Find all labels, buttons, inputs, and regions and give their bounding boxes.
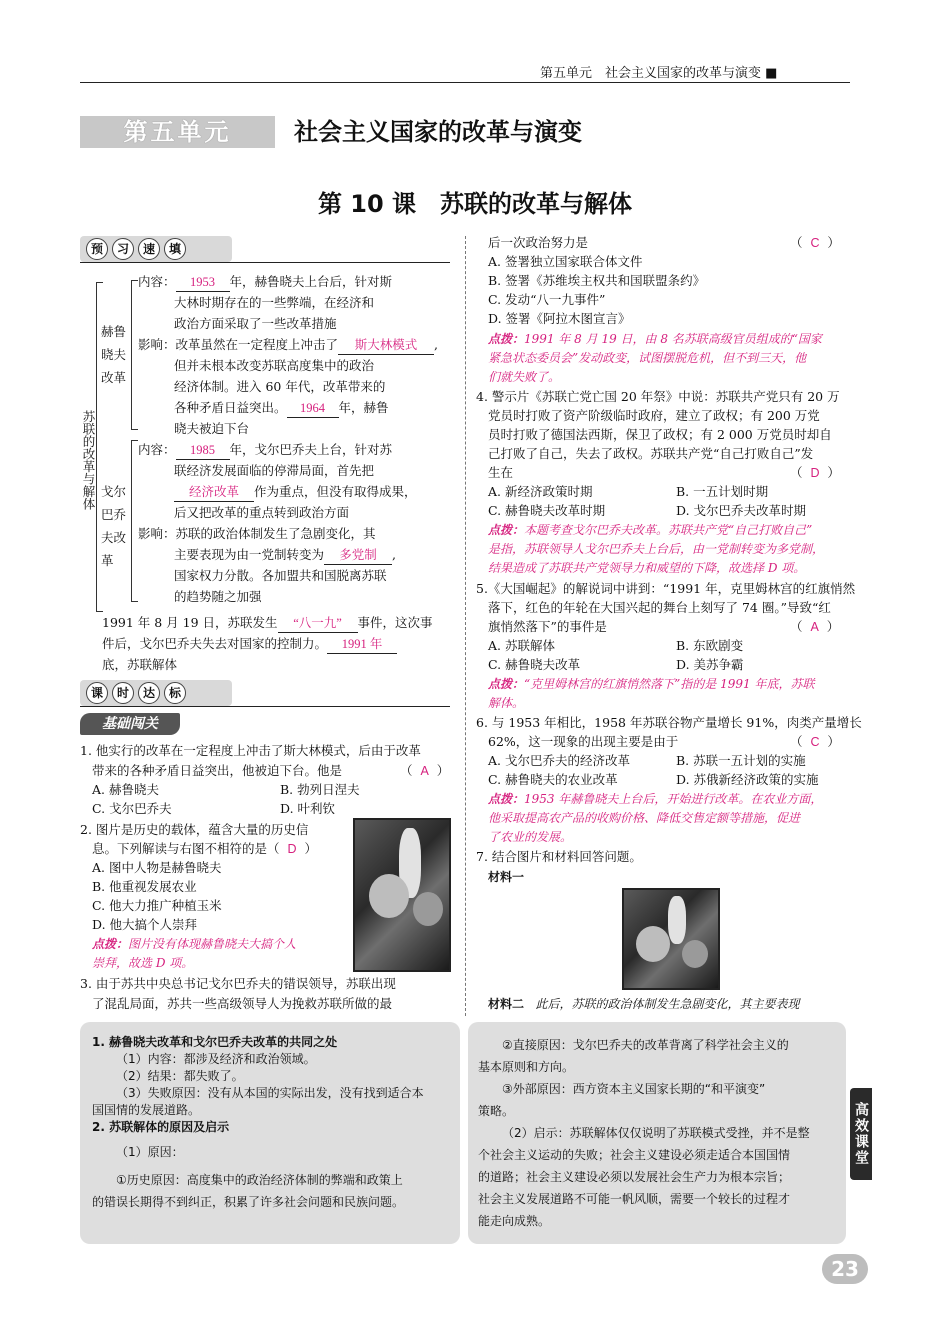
b2-impact-l2-pre: 主要表现为由一党制转变为	[174, 547, 325, 562]
box-right-p3c: 的道路；社会主义建设必须以发展社会生产力为根本宗旨；	[478, 1170, 791, 1184]
q4-tip-l3: 结果造成了苏联共产党领导力和威望的下降，故选择 D 项。	[488, 561, 806, 575]
q6-option-a: A. 戈尔巴乔夫的经济改革	[488, 753, 630, 768]
q6-answer-letter: C	[810, 735, 820, 749]
b2-impact-line2: 主要表现为由一党制转变为 多党制 ,	[174, 546, 396, 565]
mindmap-root: 苏联的改革与解体	[81, 410, 96, 510]
q2-option-b: B. 他重视发展农业	[92, 879, 197, 894]
section-preview-tag	[80, 236, 232, 262]
tip-label: 点拨：	[488, 332, 525, 346]
q4-tip-l1: 本题考查戈尔巴乔夫改革。苏联共产党“自己打败自己”	[524, 523, 813, 537]
q4-option-a: A. 新经济政策时期	[488, 484, 593, 499]
section-practice-tag	[80, 680, 232, 706]
q2-option-c: C. 他大力推广种植玉米	[92, 898, 222, 913]
q4-answer-letter: D	[810, 466, 820, 480]
b2-content-l3: 作为重点，但没有取得成果，	[254, 484, 417, 499]
box-right-p3d: 社会主义发展道路不可能一帆风顺，需要一个较长的过程才	[478, 1192, 791, 1206]
q4-line5: 生在	[488, 465, 514, 480]
b1-impact-prefix: 影响：改革虽然在一定程度上冲击了	[138, 337, 339, 352]
q1-line1: 1. 他实行的改革在一定程度上冲击了斯大林模式，后由于改革	[80, 743, 421, 758]
q3-option-d: D. 签署《阿拉木图宣言》	[488, 311, 631, 326]
q5-answer: （ A ）	[790, 619, 840, 634]
q6-tip	[488, 790, 850, 847]
q5-option-c: C. 赫鲁晓夫改革	[488, 657, 581, 672]
q4-line3: 员时打败了德国法西斯，保卫了政权；有 2 000 万党员时却自	[488, 427, 832, 442]
q6-option-c: C. 赫鲁晓夫的农业改革	[488, 772, 618, 787]
q5-option-d: D. 美苏争霸	[676, 657, 744, 672]
end-line3: 底，苏联解体	[102, 657, 178, 672]
box-right-p3e: 能走向成熟。	[478, 1214, 551, 1228]
q2-line2: 息。下列解读与右图不相符的是（ D ）	[92, 841, 317, 856]
q1-answer-letter: A	[420, 764, 429, 778]
tag-char: 预	[86, 238, 108, 260]
section-basic-label: 基础闯关	[80, 713, 180, 735]
side-tab: 高效课堂	[850, 1088, 872, 1180]
q4-tip	[488, 521, 850, 578]
q5-answer-letter: A	[810, 620, 819, 634]
section-rule	[80, 706, 450, 707]
b2-impact-line1: 影响：苏联的政治体制发生了急剧变化，其	[138, 526, 376, 541]
tag-char: 习	[112, 238, 134, 260]
q4-line2: 党员时打败了资产阶级临时政府，建立了政权；有 200 万党	[488, 408, 820, 423]
b1-impact-l4-post: 年，赫鲁	[338, 400, 389, 415]
blank-819: “八一九”	[278, 614, 358, 633]
q2-answer-letter: D	[287, 842, 297, 856]
box-left-p5: ①历史原因：高度集中的政治经济体制的弊端和政策上	[116, 1173, 403, 1187]
q2-tip-l1: 图片没有体现赫鲁晓夫大搞个人	[128, 937, 297, 951]
unit-title: 社会主义国家的改革与演变	[294, 118, 582, 146]
page-number: 23	[822, 1254, 868, 1284]
q5-line3: 旗悄然落下”的事件是	[488, 619, 607, 634]
q3-line1: 3. 由于苏共中央总书记戈尔巴乔夫的错误领导，苏联出现	[80, 976, 396, 991]
column-divider	[465, 236, 466, 1016]
box-left-p3: （3）失败原因：没有从本国的实际出发，没有找到适合本	[116, 1086, 424, 1100]
box-right-p1: ②直接原因：戈尔巴乔夫的改革背离了科学社会主义的	[502, 1038, 789, 1052]
q7-material2	[488, 995, 799, 1013]
b2-impact-line4: 的趋势随之加强	[174, 589, 262, 604]
box-right-content	[478, 1034, 838, 1232]
q6-line1: 6. 与 1953 年相比，1958 年苏联谷物产量增长 91%，肉类产量增长	[476, 715, 862, 730]
q2-tip-l2: 崇拜，故选 D 项。	[92, 956, 194, 970]
box-left-p4: （1）原因：	[116, 1145, 184, 1159]
unit-label: 第五单元	[80, 116, 275, 148]
q3-tip-l1: 1991 年 8 月 19 日，由 8 名苏联高级官员组成的“国家	[524, 332, 822, 346]
q5-tip-l2: 解体。	[488, 696, 525, 710]
q5-tip	[488, 675, 850, 713]
lesson-title: 第 10 课 苏联的改革与解体	[317, 190, 633, 218]
tip-label: 点拨：	[488, 792, 525, 806]
q3-option-b: B. 签署《苏维埃主权共和国联盟条约》	[488, 273, 706, 288]
q3-option-c: C. 发动“八一九事件”	[488, 292, 606, 307]
b2-content-line3	[174, 483, 417, 502]
box-left-content	[92, 1034, 452, 1213]
q5-tip-l1: “克里姆林宫的红旗悄然落下”指的是 1991 年底，苏联	[524, 677, 815, 691]
q6-tip-l2: 他采取提高农产品的收购价格、降低交售定额等措施，促进	[488, 811, 801, 825]
khrushchev-corn-photo-2	[622, 888, 720, 990]
tag-char: 速	[138, 238, 160, 260]
b2-content-text: 年，戈尔巴乔夫上台，针对苏	[229, 442, 393, 457]
box-left-h2: 2. 苏联解体的原因及启示	[92, 1120, 230, 1134]
face-shape	[682, 940, 708, 968]
q2-line1: 2. 图片是历史的载体，蕴含大量的历史信	[80, 822, 309, 837]
q3-tip-l2: 紧急状态委员会”发动政变，试图摆脱危机，但不到三天，他	[488, 351, 807, 365]
q6-tip-l1: 1953 年赫鲁晓夫上台后，开始进行改革。在农业方面，	[524, 792, 823, 806]
q4-line4: 己打败了自己，失去了政权。苏联共产党“自己打败自己”发	[488, 446, 814, 461]
tag-char: 时	[112, 682, 134, 704]
b2-content-prefix: 内容：	[138, 442, 176, 457]
box-right-p2b: 策略。	[478, 1104, 515, 1118]
q6-answer: （ C ）	[790, 734, 840, 749]
q2-tip	[92, 935, 352, 973]
mindmap-branch2-name: 戈尔巴乔夫改革	[101, 484, 127, 568]
tip-label: 点拨：	[488, 677, 525, 691]
q3-line2: 了混乱局面，苏共一些高级领导人为挽救苏联所做的最	[92, 996, 393, 1011]
box-right-p3: （2）启示：苏联解体仅仅说明了苏联模式受挫，并不是整	[502, 1126, 810, 1140]
end-line1	[102, 614, 433, 633]
blank-economic-reform: 经济改革	[174, 483, 254, 502]
q3-tip-l3: 们就失败了。	[488, 370, 561, 384]
tip-label: 点拨：	[488, 523, 525, 537]
face-shape	[369, 874, 409, 918]
q3-answer-letter: C	[810, 236, 820, 250]
box-right-p3b: 个社会主义运动的失败；社会主义建设必须走适合本国国情	[478, 1148, 791, 1162]
blank-stalin-model: 斯大林模式	[338, 336, 434, 355]
q4-option-b: B. 一五计划时期	[676, 484, 769, 499]
b1-impact-line4	[174, 399, 389, 418]
end-line2	[102, 635, 397, 654]
q2-option-d: D. 他大搞个人崇拜	[92, 917, 198, 932]
tip-label: 点拨：	[92, 937, 129, 951]
q1-option-b: B. 勃列日涅夫	[280, 782, 360, 797]
q6-tip-l3: 了农业的发展。	[488, 830, 573, 844]
running-header: 第五单元 社会主义国家的改革与演变 ■	[540, 66, 778, 81]
b1-content-line3: 政治方面采取了一些改革措施	[174, 316, 337, 331]
q7-material2-label: 材料二	[488, 997, 525, 1011]
q1-answer: （ A ）	[400, 763, 450, 778]
corn-shape	[668, 896, 686, 944]
q4-line1: 4. 警示片《苏联亡党亡国 20 年祭》中说：苏联共产党只有 20 万	[476, 389, 840, 404]
end-l1-pre: 1991 年 8 月 19 日，苏联发生	[102, 615, 278, 630]
q5-line2: 落下，红色的年轮在大国兴起的舞台上刻写了 74 圈。”导致“红	[488, 600, 831, 615]
box-left-p5b: 的错误长期得不到纠正，积累了许多社会问题和民族问题。	[92, 1195, 405, 1209]
header-rule	[80, 82, 850, 83]
khrushchev-corn-photo	[353, 818, 451, 972]
q4-answer: （ D ）	[790, 465, 840, 480]
blank-1985: 1985	[176, 441, 230, 460]
q5-option-b: B. 东欧剧变	[676, 638, 744, 653]
q2-option-a: A. 图中人物是赫鲁晓夫	[92, 860, 222, 875]
mindmap-branch1-name: 赫鲁晓夫改革	[101, 324, 127, 385]
blank-1991: 1991 年	[327, 635, 397, 654]
tag-char: 标	[164, 682, 186, 704]
brace-branch2	[131, 440, 138, 602]
q3-answer: （ C ）	[790, 235, 840, 250]
b2-content-line2: 联经济发展面临的停滞局面，首先把	[174, 463, 375, 478]
box-left-p3b: 国国情的发展道路。	[92, 1103, 201, 1117]
face-shape	[413, 892, 443, 926]
q1-option-d: D. 叶利钦	[280, 801, 336, 816]
b1-impact-line5: 晓夫被迫下台	[174, 421, 250, 436]
box-left-h1: 1. 赫鲁晓夫改革和戈尔巴乔夫改革的共同之处	[92, 1035, 338, 1049]
q2-stem: 息。下列解读与右图不相符的是（	[92, 841, 280, 856]
b2-content-line1	[138, 441, 392, 460]
q3-tip	[488, 330, 850, 387]
q7-material2-text: 此后，苏联的政治体制发生急剧变化，其主要表现	[535, 997, 800, 1011]
tag-char: 填	[164, 238, 186, 260]
box-left-p2: （2）结果：都失败了。	[116, 1069, 244, 1083]
b1-impact-line3: 经济体制。进入 60 年代，改革带来的	[174, 379, 386, 394]
q6-option-b: B. 苏联一五计划的实施	[676, 753, 806, 768]
blank-1953: 1953	[176, 273, 230, 292]
q4-option-d: D. 戈尔巴乔夫改革时期	[676, 503, 807, 518]
b2-content-line4: 后又把改革的重点转到政治方面	[174, 505, 350, 520]
brace-branch1	[131, 280, 138, 430]
b1-content-text: 年，赫鲁晓夫上台后，针对斯	[229, 274, 393, 289]
q1-option-a: A. 赫鲁晓夫	[92, 782, 159, 797]
q3-option-a: A. 签署独立国家联合体文件	[488, 254, 643, 269]
q7-line1: 7. 结合图片和材料回答问题。	[476, 849, 642, 864]
q6-option-d: D. 苏俄新经济政策的实施	[676, 772, 819, 787]
tag-char: 课	[86, 682, 108, 704]
box-right-p1b: 基本原则和方向。	[478, 1060, 575, 1074]
b1-content-prefix: 内容：	[138, 274, 176, 289]
q5-line1: 5.《大国崛起》的解说词中讲到：“1991 年，克里姆林宫的红旗悄然	[476, 581, 856, 596]
q4-option-c: C. 赫鲁晓夫改革时期	[488, 503, 606, 518]
blank-1964: 1964	[287, 399, 339, 418]
end-l1-post: 事件，这次事	[357, 615, 433, 630]
b1-impact-line2: 但并未根本改变苏联高度集中的政治	[174, 358, 375, 373]
blank-multiparty: 多党制	[324, 546, 392, 565]
q1-line2: 带来的各种矛盾日益突出，他被迫下台。他是	[92, 763, 343, 778]
b1-content-line1	[138, 273, 392, 292]
q6-line2: 62%，这一现象的出现主要是由于	[488, 734, 679, 749]
b1-impact-l4-pre: 各种矛盾日益突出。	[174, 400, 287, 415]
section-rule	[80, 262, 450, 263]
b1-content-line2: 大林时期存在的一些弊端，在经济和	[174, 295, 375, 310]
b2-impact-line3: 国家权力分散。各加盟共和国脱离苏联	[174, 568, 387, 583]
q7-material1-label: 材料一	[488, 870, 525, 884]
face-shape	[636, 926, 670, 962]
box-left-p1: （1）内容：都涉及经济和政治领域。	[116, 1052, 316, 1066]
b1-impact-line1: 影响：改革虽然在一定程度上冲击了 斯大林模式 ,	[138, 336, 438, 355]
tag-char: 达	[138, 682, 160, 704]
end-l2-pre: 件后，戈尔巴乔夫失去对国家的控制力。	[102, 636, 328, 651]
q5-option-a: A. 苏联解体	[488, 638, 555, 653]
box-right-p2: ③外部原因：西方资本主义国家长期的“和平演变”	[502, 1082, 766, 1096]
q1-option-c: C. 戈尔巴乔夫	[92, 801, 172, 816]
q3-line3: 后一次政治努力是	[488, 235, 589, 250]
q4-tip-l2: 是指，苏联领导人戈尔巴乔夫上台后，由一党制转变为多党制，	[488, 542, 825, 556]
